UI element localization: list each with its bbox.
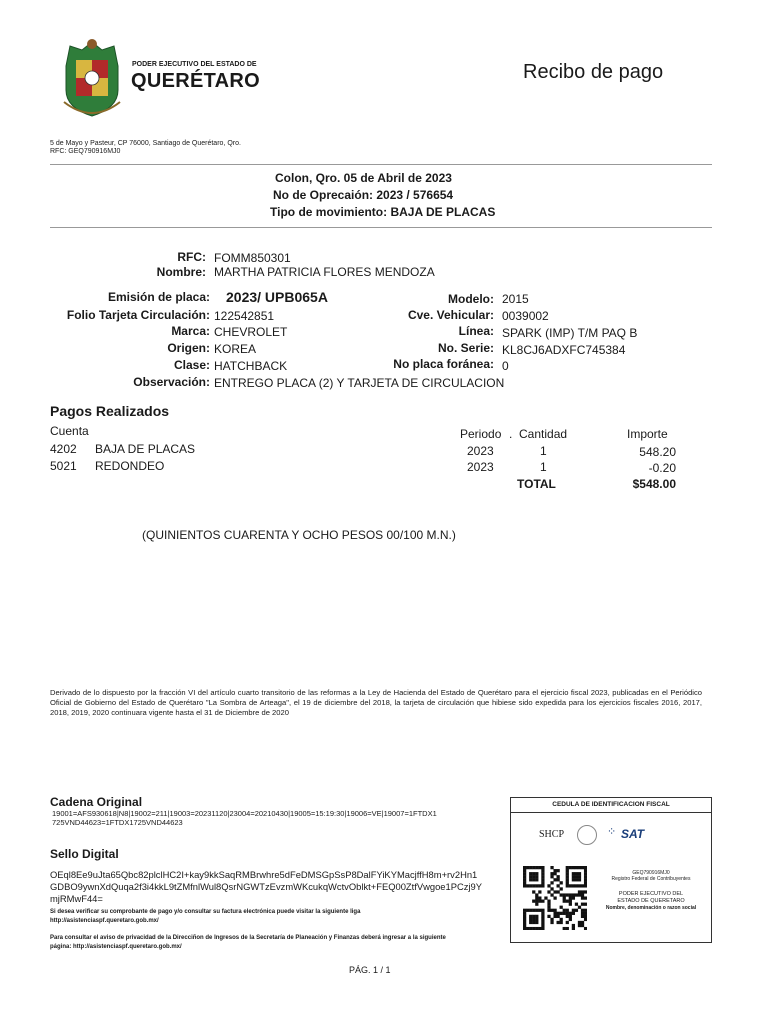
privacy-link[interactable]: página: http://asistenciaspf.queretaro.gob.mx/ xyxy=(50,944,182,950)
marca-label: Marca: xyxy=(171,324,210,338)
cedula-title: CEDULA DE IDENTIFICACION FISCAL xyxy=(511,798,711,813)
row-periodo: 2023 xyxy=(467,444,494,458)
cadena-line: 725VND44623=1FTDX1725VND44623 xyxy=(52,818,183,827)
origen-value: KOREA xyxy=(214,342,257,356)
row-importe: 548.20 xyxy=(639,445,676,459)
total-value: $548.00 xyxy=(632,477,676,491)
verify-note: Si desea verificar su comprobante de pago y/o consultar su factura electrónica puede visitar la siguiente liga xyxy=(50,909,361,915)
sello-heading: Sello Digital xyxy=(50,847,119,861)
cedula-entity: ESTADO DE QUERETARO xyxy=(617,898,685,904)
cedula-rfc: GEQ790916MJ0 xyxy=(632,870,670,876)
sello-line: mjRMwF44= xyxy=(50,893,103,904)
sat-logo xyxy=(607,824,697,846)
col-dot: . xyxy=(509,427,513,441)
divider-top xyxy=(50,164,712,165)
modelo-label: Modelo: xyxy=(448,292,494,306)
amount-in-words: (QUINIENTOS CUARENTA Y OCHO PESOS 00/100 M.N.) xyxy=(142,528,456,542)
row-periodo: 2023 xyxy=(467,460,494,474)
issuer-rfc: RFC: GEQ790916MJ0 xyxy=(50,148,121,155)
shcp-logo xyxy=(525,824,603,846)
sat-text: SAT xyxy=(621,827,645,841)
col-importe: Importe xyxy=(627,427,668,441)
cedula-entity: PODER EJECUTIVO DEL xyxy=(618,891,684,897)
row-desc: REDONDEO xyxy=(95,459,165,473)
col-cantidad: Cantidad xyxy=(519,427,568,441)
folio-value: 122542851 xyxy=(214,309,275,323)
observacion-value: ENTREGO PLACA (2) Y TARJETA DE CIRCULACION xyxy=(214,376,505,390)
verify-link[interactable]: http://asistenciaspf.queretaro.gob.mx/ xyxy=(50,918,159,924)
page-number: PÁG. 1 / 1 xyxy=(349,965,391,975)
observacion-label: Observación: xyxy=(133,375,210,389)
issuer-address: 5 de Mayo y Pasteur, CP 76000, Santiago de Querétaro, Qro. xyxy=(50,140,241,147)
row-cantidad: 1 xyxy=(540,444,547,458)
folio-label: Folio Tarjeta Circulación: xyxy=(66,308,210,322)
row-code: 4202 xyxy=(50,442,77,456)
mexico-seal-icon xyxy=(577,825,597,845)
sat-dots-icon: ⁘ xyxy=(607,826,617,838)
emision-value: 2023/ UPB065A xyxy=(226,289,328,305)
rfc-label: RFC: xyxy=(177,250,206,264)
sello-line: GDBO9ywnXdQuqa2f3i4kkL9tZMfnlWul8QsrNGWTzEvzmWKcukqWctvOblkt+FEQ00ZtfVwgoe1PCzj9Y xyxy=(50,881,482,892)
shcp-text: SHCP xyxy=(539,829,565,840)
linea-label: Línea: xyxy=(458,324,494,338)
name-value: MARTHA PATRICIA FLORES MENDOZA xyxy=(214,265,435,279)
name-label: Nombre: xyxy=(156,265,206,279)
cve-value: 0039002 xyxy=(502,309,549,323)
row-desc: BAJA DE PLACAS xyxy=(95,442,196,456)
state-seal xyxy=(58,36,126,120)
cedula-box xyxy=(510,797,712,943)
legal-paragraph: Derivado de lo dispuesto por la fracción VI del artículo cuarto transitorio de las reformas a la Ley de Hacienda del Estado de Querétaro para el ejercicio fiscal 2023, publicadas en el Periódico Oficial de Gobierno del Estado de Querétaro "La Sombra de Arteaga", el 19 de diciembre del 2018, la tarjeta de circulación que hibiese sido expedida para los ejercicios fiscales 2016, 2017, 2018, 2019, 2020 continuara vigente hasta el 31 de Diciembre de 2020 xyxy=(50,688,702,717)
clase-label: Clase: xyxy=(173,358,210,372)
rfc-value: FOMM850301 xyxy=(214,251,291,265)
clase-value: HATCHBACK xyxy=(214,359,288,373)
state-name: QUERÉTARO xyxy=(131,70,260,92)
foranea-value: 0 xyxy=(502,359,509,373)
marca-value: CHEVROLET xyxy=(214,325,288,339)
serie-label: No. Serie: xyxy=(437,341,494,355)
row-cantidad: 1 xyxy=(540,460,547,474)
movement-type: Tipo de movimiento: BAJA DE PLACAS xyxy=(270,205,496,219)
linea-value: SPARK (IMP) T/M PAQ B xyxy=(502,326,638,340)
cve-label: Cve. Vehicular: xyxy=(407,308,494,322)
origen-label: Origen: xyxy=(167,341,210,355)
operation-number: No de Oprecaión: 2023 / 576654 xyxy=(273,188,454,202)
divider-mid xyxy=(50,227,712,228)
total-label: TOTAL xyxy=(517,477,556,491)
col-cuenta: Cuenta xyxy=(50,424,89,438)
gov-line: PODER EJECUTIVO DEL ESTADO DE xyxy=(132,61,257,68)
row-importe: -0.20 xyxy=(648,461,676,475)
row-code: 5021 xyxy=(50,459,77,473)
payments-heading: Pagos Realizados xyxy=(50,403,170,419)
cadena-line: 19001=AFS930618|N8|19002=211|19003=20231120|23004=20210430|19005=15:19:30|19006=VE|19007=1FTDX1 xyxy=(52,809,437,818)
emision-label: Emisión de placa: xyxy=(107,290,210,304)
cedula-entity-caption: Nombre, denominación o razon social xyxy=(605,905,697,911)
sello-line: OEql8Ee9uJta65Qbc82plclHC2I+kay9kkSaqRMBrwhre5dFeDMSGpSsP8DalFYiKYMacjffH8m+rv2Hn1 xyxy=(50,869,478,880)
qr-code xyxy=(523,866,587,930)
modelo-value: 2015 xyxy=(502,292,529,306)
place-date: Colon, Qro. 05 de Abril de 2023 xyxy=(275,171,452,185)
col-periodo: Periodo xyxy=(460,427,502,441)
serie-value: KL8CJ6ADXFC745384 xyxy=(502,343,626,357)
cedula-registro: Registro Federal de Contribuyentes xyxy=(611,876,691,882)
page-title: Recibo de pago xyxy=(523,61,664,83)
privacy-note: Para consultar el aviso de privacidad de la Direcciñon de Ingresos de la Secretaría de Planeación y Finanzas deberá ingresar a la siguiente xyxy=(50,935,446,941)
foranea-label: No placa foránea: xyxy=(393,357,494,371)
cadena-heading: Cadena Original xyxy=(50,795,143,809)
